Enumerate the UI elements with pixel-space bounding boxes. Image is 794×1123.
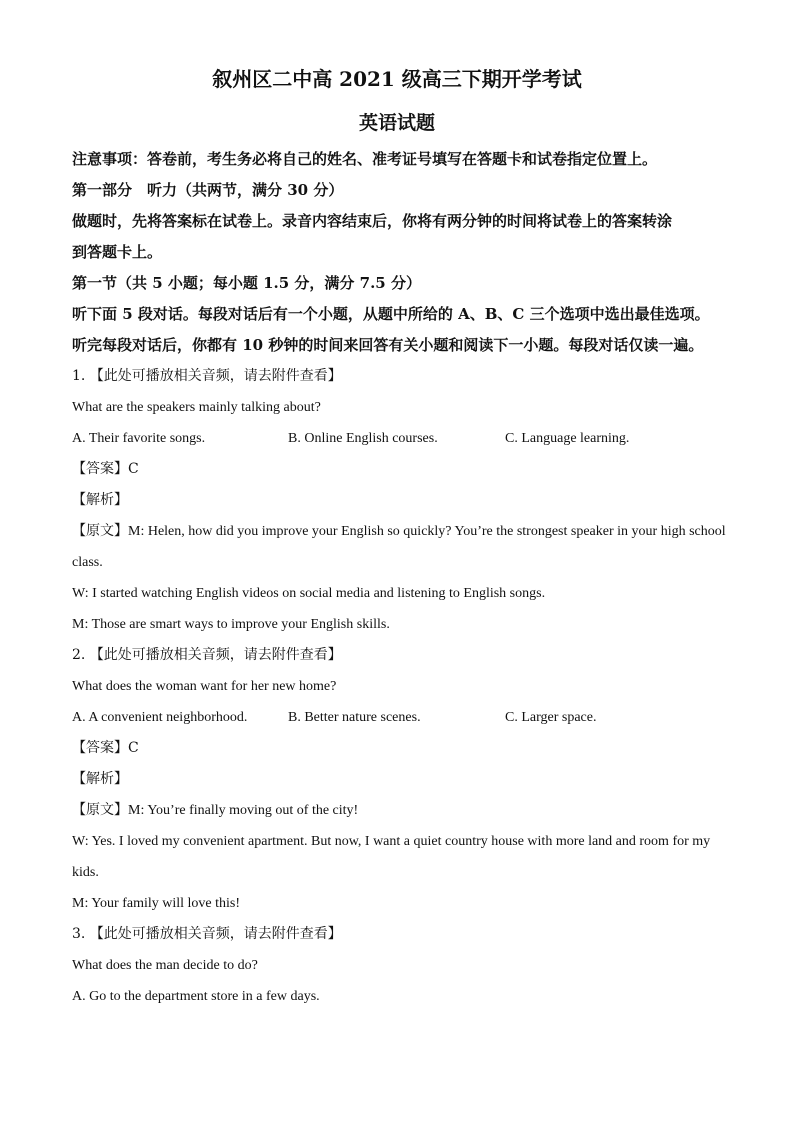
option-a: A. Their favorite songs. xyxy=(72,431,206,446)
option-b: B. Online English courses. xyxy=(288,431,438,446)
section-one-heading: 第一节（共 5 小题；每小题 1.5 分，满分 7.5 分） xyxy=(72,274,421,292)
exam-subtitle: 英语试题 xyxy=(358,112,435,134)
notice-text: 注意事项：答卷前，考生务必将自己的姓名、准考证号填写在答题卡和试卷指定位置上。 xyxy=(72,150,658,168)
instruction-line-1: 做题时，先将答案标在试卷上。录音内容结束后，你将有两分钟的时间将试卷上的答案转涂 xyxy=(72,212,673,230)
option-a: A. Go to the department store in a few days. xyxy=(72,989,320,1004)
question-text: What does the man decide to do? xyxy=(72,958,258,973)
transcript-line: 【原文】M: Helen, how did you improve your English so quickly? You’re the strongest speaker in your high school xyxy=(72,524,726,539)
option-c: C. Larger space. xyxy=(505,710,597,725)
transcript-line: class. xyxy=(72,555,103,570)
question-text: What does the woman want for her new home? xyxy=(72,679,337,694)
answer-label: 【答案】C xyxy=(72,740,139,756)
question-block-3 xyxy=(72,919,722,1012)
question-block-1 xyxy=(72,361,726,640)
transcript-line: 【原文】M: You’re finally moving out of the city! xyxy=(72,803,359,818)
analysis-label: 【解析】 xyxy=(72,492,128,508)
instruction-line-2: 到答题卡上。 xyxy=(72,243,163,261)
directions-line-1: 听下面 5 段对话。每段对话后有一个小题，从题中所给的 A、B、C 三个选项中选出最佳选项。 xyxy=(72,305,710,323)
option-c: C. Language learning. xyxy=(505,431,630,446)
option-a: A. A convenient neighborhood. xyxy=(72,710,248,725)
exam-page xyxy=(72,62,726,1012)
transcript-line: W: Yes. I loved my convenient apartment. But now, I want a quiet country house with more land and room for my xyxy=(72,834,711,849)
transcript-line: W: I started watching English videos on social media and listening to English songs. xyxy=(72,586,546,601)
question-text: What are the speakers mainly talking about? xyxy=(72,400,321,415)
question-header: 3. 【此处可播放相关音频，请去附件查看】 xyxy=(72,926,342,942)
exam-title: 叙州区二中高 2021 级高三下期开学考试 xyxy=(212,67,582,91)
transcript-line: M: Your family will love this! xyxy=(72,896,241,911)
directions-line-2: 听完每段对话后，你都有 10 秒钟的时间来回答有关小题和阅读下一小题。每段对话仅读一遍。 xyxy=(72,336,704,354)
option-b: B. Better nature scenes. xyxy=(288,710,421,725)
question-block-2 xyxy=(72,640,722,919)
analysis-label: 【解析】 xyxy=(72,771,128,787)
options-row xyxy=(72,702,722,733)
question-header: 1. 【此处可播放相关音频，请去附件查看】 xyxy=(72,368,342,384)
answer-label: 【答案】C xyxy=(72,461,139,477)
part-one-heading: 第一部分 听力（共两节，满分 30 分） xyxy=(72,181,344,199)
options-row xyxy=(72,423,722,454)
transcript-line: M: Those are smart ways to improve your English skills. xyxy=(72,617,390,632)
question-header: 2. 【此处可播放相关音频，请去附件查看】 xyxy=(72,647,342,663)
transcript-line: kids. xyxy=(72,865,99,880)
